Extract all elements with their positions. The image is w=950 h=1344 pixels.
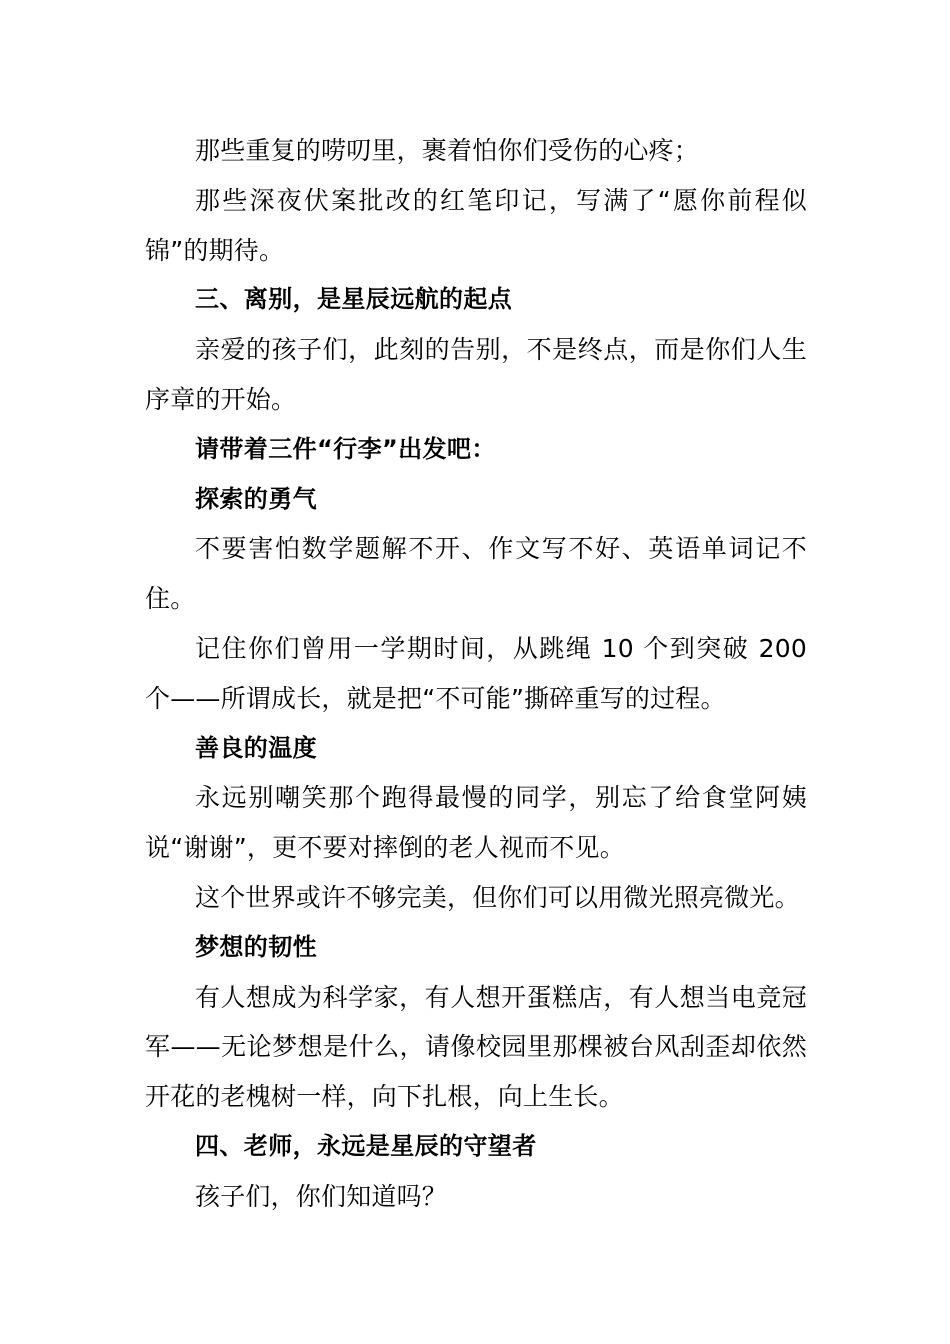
paragraph: 不要害怕数学题解不开、作文写不好、英语单词记不住。 — [145, 534, 807, 614]
paragraph: 记住你们曾用一学期时间，从跳绳 10 个到突破 200 个——所谓成长，就是把“不可能”撕碎重写的过程。 — [145, 633, 807, 713]
section-heading: 三、离别，是星辰远航的起点 — [195, 285, 513, 314]
section-heading: 四、老师，永远是星辰的守望者 — [195, 1131, 537, 1160]
paragraph: 那些重复的唠叨里，裹着怕你们受伤的心疼； — [195, 136, 700, 165]
paragraph: 永远别嘲笑那个跑得最慢的同学，别忘了给食堂阿姨说“谢谢”，更不要对摔倒的老人视而不见。 — [145, 783, 807, 863]
subheading: 善良的温度 — [195, 733, 317, 762]
subheading: 梦想的韧性 — [195, 932, 317, 961]
paragraph: 有人想成为科学家，有人想开蛋糕店，有人想当电竞冠军——无论梦想是什么，请像校园里那棵被台风刮歪却依然开花的老槐树一样，向下扎根，向上生长。 — [145, 982, 807, 1112]
bold-lead-line: 请带着三件“行李”出发吧： — [195, 434, 496, 463]
paragraph: 这个世界或许不够完美，但你们可以用微光照亮微光。 — [195, 882, 800, 912]
paragraph: 亲爱的孩子们，此刻的告别，不是终点，而是你们人生序章的开始。 — [145, 335, 807, 414]
paragraph: 那些深夜伏案批改的红笔印记，写满了“愿你前程似锦”的期待。 — [145, 185, 807, 265]
subheading: 探索的勇气 — [195, 484, 317, 513]
paragraph: 孩子们，你们知道吗？ — [195, 1181, 448, 1211]
document-body — [145, 126, 807, 1222]
